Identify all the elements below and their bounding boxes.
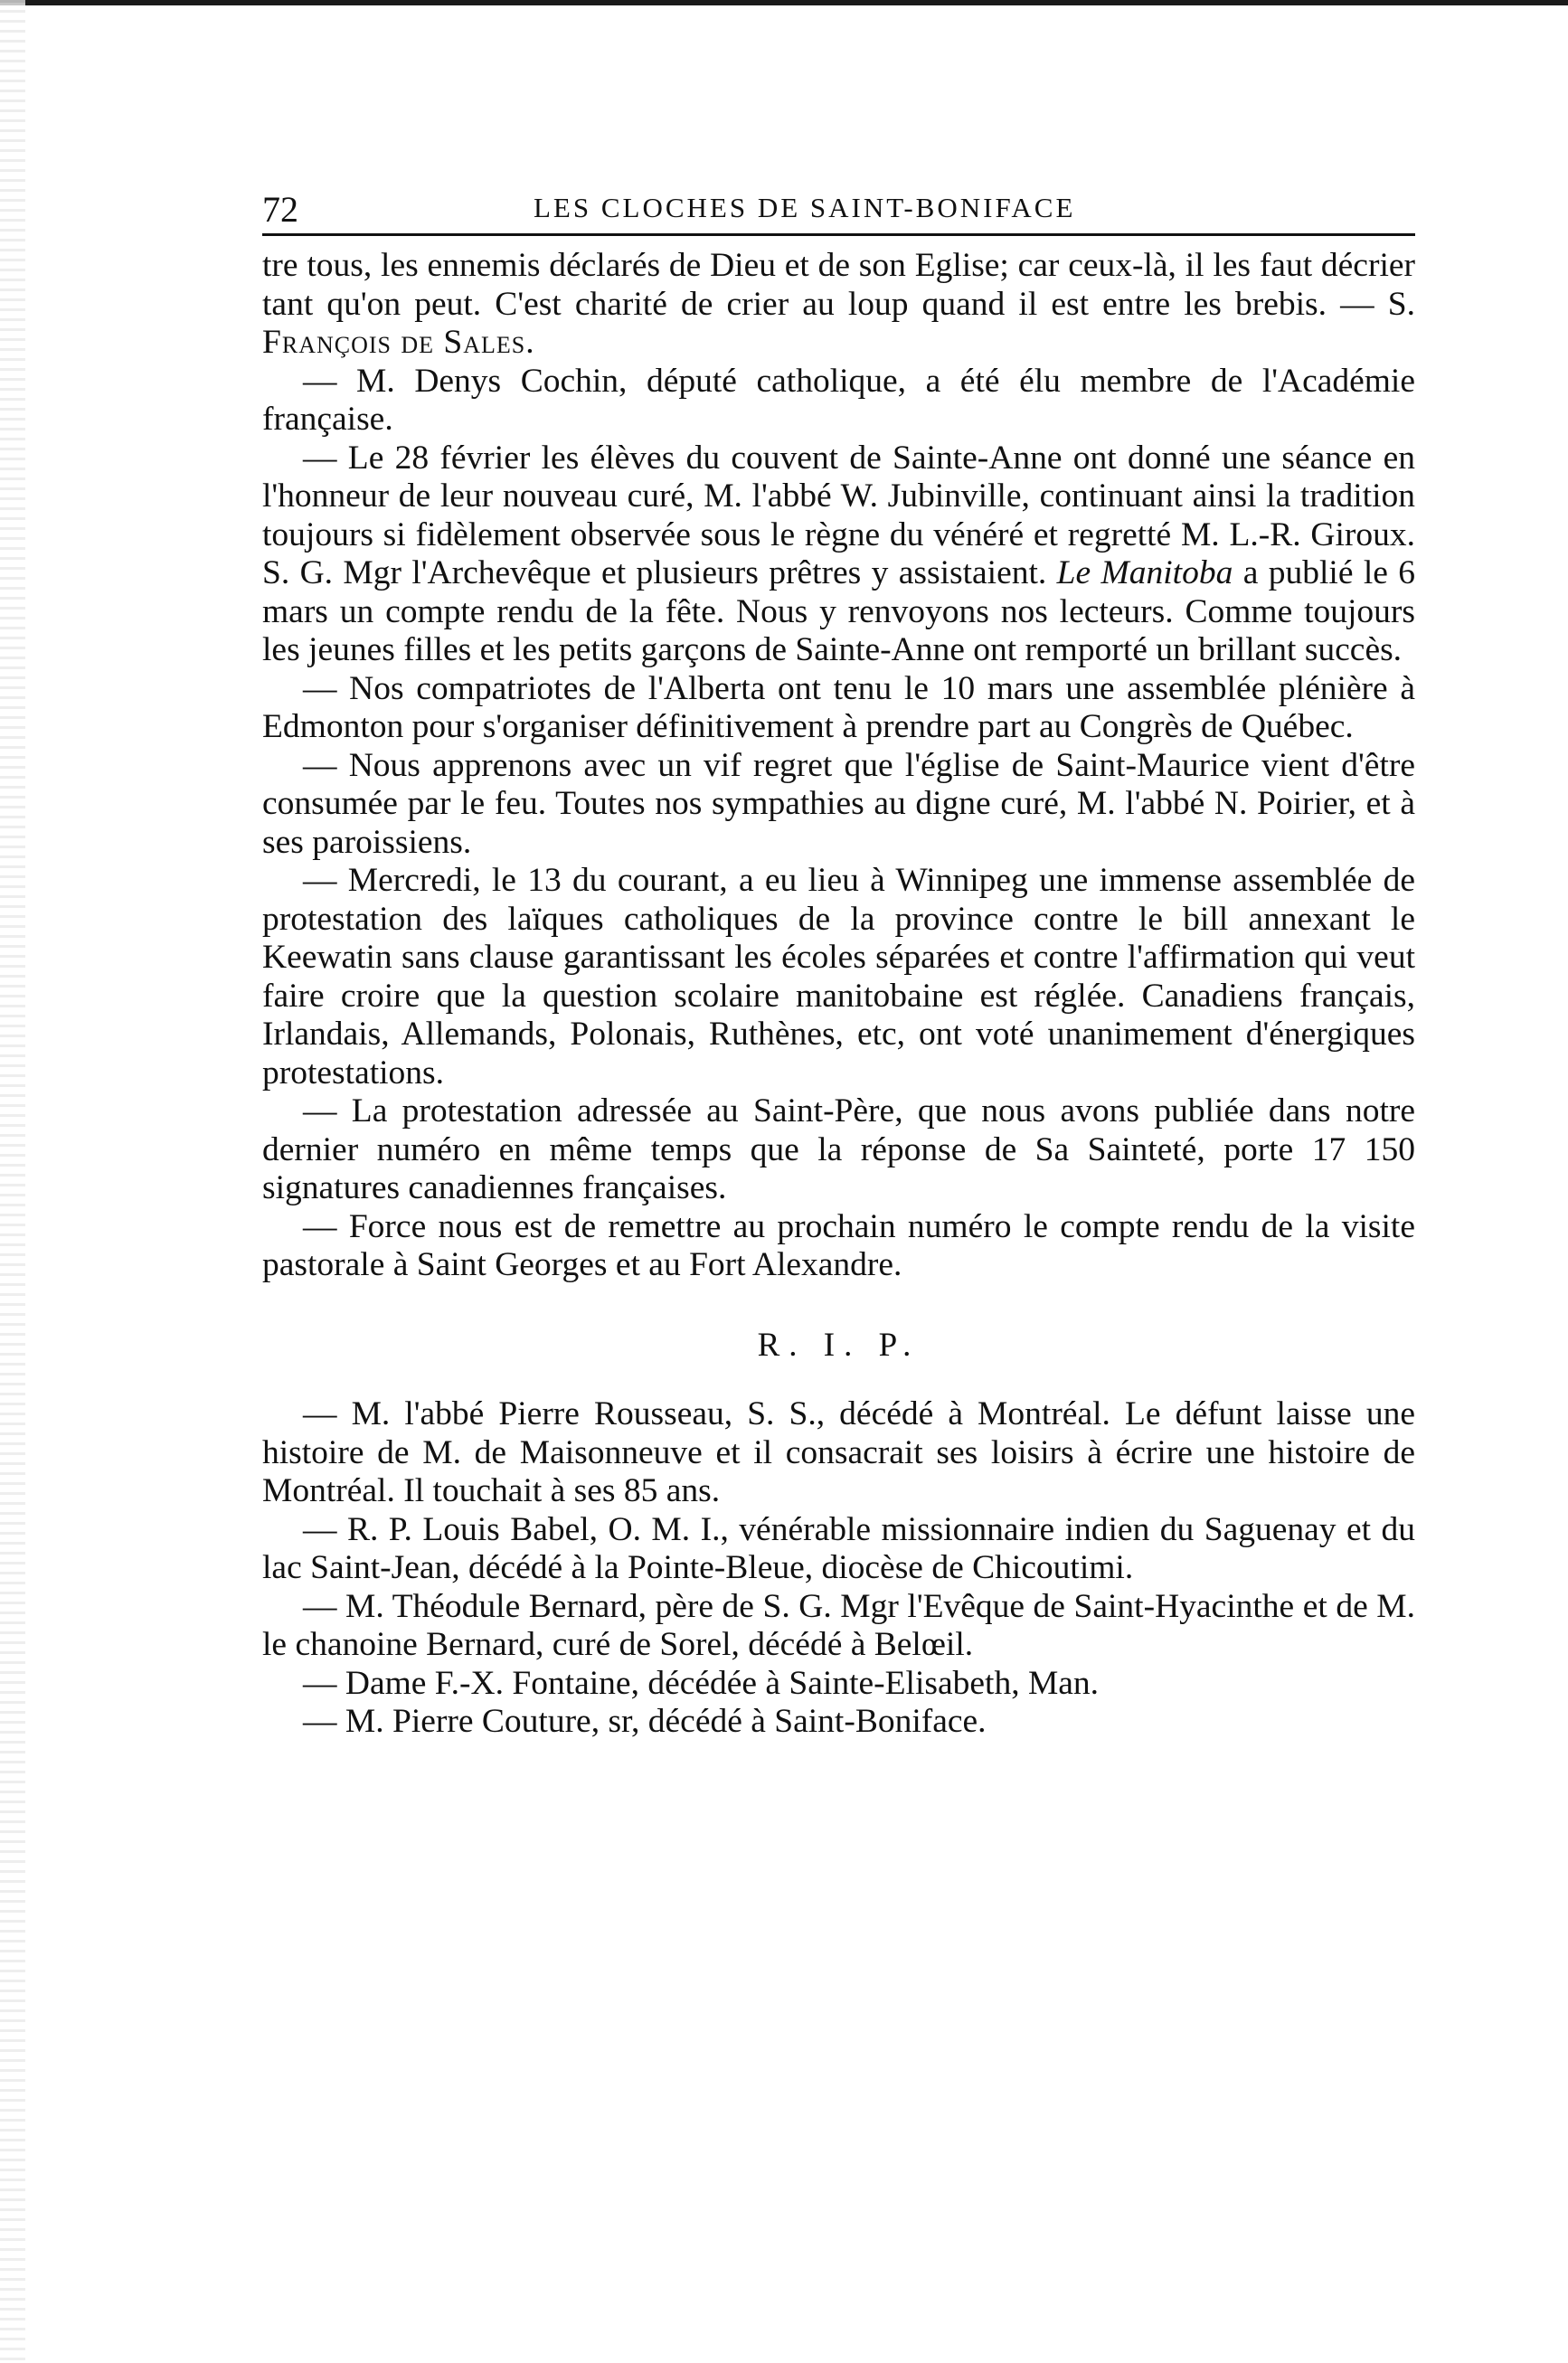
paragraph-saint-maurice: — Nous apprenons avec un vif regret que l'église de Saint-Maurice vient d'être consumée par le feu. Toutes nos sympathies au digne curé, M. l'abbé N. Poirier, et à ses paroissiens. [262,746,1415,861]
obituary-babel: — R. P. Louis Babel, O. M. I., vénérable missionnaire indien du Saguenay et du lac Saint-Jean, décédé à la Pointe-Bleue, diocèse de Chicoutimi. [262,1510,1415,1586]
obituary-couture: — M. Pierre Couture, sr, décédé à Saint-Boniface. [303,1703,987,1740]
paragraph-visite-pastorale: — Force nous est de remettre au prochain numéro le compte rendu de la visite pastorale à Saint Georges et au Fort Alexandre. [262,1207,1415,1283]
paragraph-protestation: — La protestation adressée au Saint-Père, que nous avons publiée dans notre dernier numéro en même temps que la réponse de Sa Sainteté, porte 17 150 signatures canadiennes françaises. [262,1092,1415,1206]
obituary-bernard: — M. Théodule Bernard, père de S. G. Mgr l'Evêque de Saint-Hyacinthe et de M. le chanoine Bernard, curé de Sorel, décédé à Belœil. [262,1587,1415,1663]
page-number: 72 [262,189,298,230]
obituary-rousseau: — M. l'abbé Pierre Rousseau, S. S., décédé à Montréal. Le défunt laisse une histoire de M. de Maisonneuve et il consacrait ses loisirs à écrire une histoire de Montréal. Il touchait à ses 85 ans. [262,1395,1415,1509]
paragraph-cochin: — M. Denys Cochin, député catholique, a été élu membre de l'Académie française. [262,362,1415,438]
paragraph-winnipeg: — Mercredi, le 13 du courant, a eu lieu à Winnipeg une immense assemblée de protestation des laïques catholiques de la province contre le bill annexant le Keewatin sans clause garantissant les écoles séparées et contre l'affirmation qui veut faire croire que la question scolaire manitobaine est réglée. Canadiens français, Irlandais, Allemands, Polonais, Ruthènes, etc, ont voté unanimement d'énergiques protestations. [262,862,1415,1092]
running-title: LES CLOCHES DE SAINT-BONIFACE [534,192,1076,223]
rip-heading: R. I. P. [757,1326,921,1364]
paragraph-text: tre tous, les ennemis déclarés de Dieu et de son Eglise; car ceux-là, il les faut décrier tant qu'on peut. C'est charité de crier au loup quand il est entre les brebis. — S. [262,247,1415,323]
paragraph-sainte-anne [262,440,1415,670]
book-page [262,172,1415,1742]
news-column [262,247,1415,1742]
obituary-fontaine: — Dame F.-X. Fontaine, décédée à Sainte-Elisabeth, Man. [303,1664,1100,1702]
running-head [262,172,1415,230]
scan-top-edge [0,0,1568,5]
paragraph-continuation [262,247,1415,363]
journal-title: Le Manitoba [1056,554,1233,591]
paragraph-text: a publié le 6 mars un compte rendu de la fête. Nous y renvoyons nos lecteurs. Comme toujours les jeunes filles et les petits garçons de Sainte-Anne ont remporté un brillant succès. [262,554,1416,668]
paragraph-alberta: — Nos compatriotes de l'Alberta ont tenu le 10 mars une assemblée plénière à Edmonton pour s'organiser définitivement à prendre part au Congrès de Québec. [262,669,1415,745]
paragraph-text: — Le 28 février les élèves du couvent de Sainte-Anne ont donné une séance en l'honneur de leur nouveau curé, M. l'abbé W. Jubinville, continuant ainsi la tradition toujours si fidèlement observée sous le règne du vénéré et regretté M. L.-R. Giroux. S. G. Mgr l'Archevêque et plusieurs prêtres y assistaient. [262,439,1415,591]
scan-left-margin-speckle [0,0,25,2363]
header-rule [262,233,1415,236]
quote-author: François de Sales. [262,324,535,361]
